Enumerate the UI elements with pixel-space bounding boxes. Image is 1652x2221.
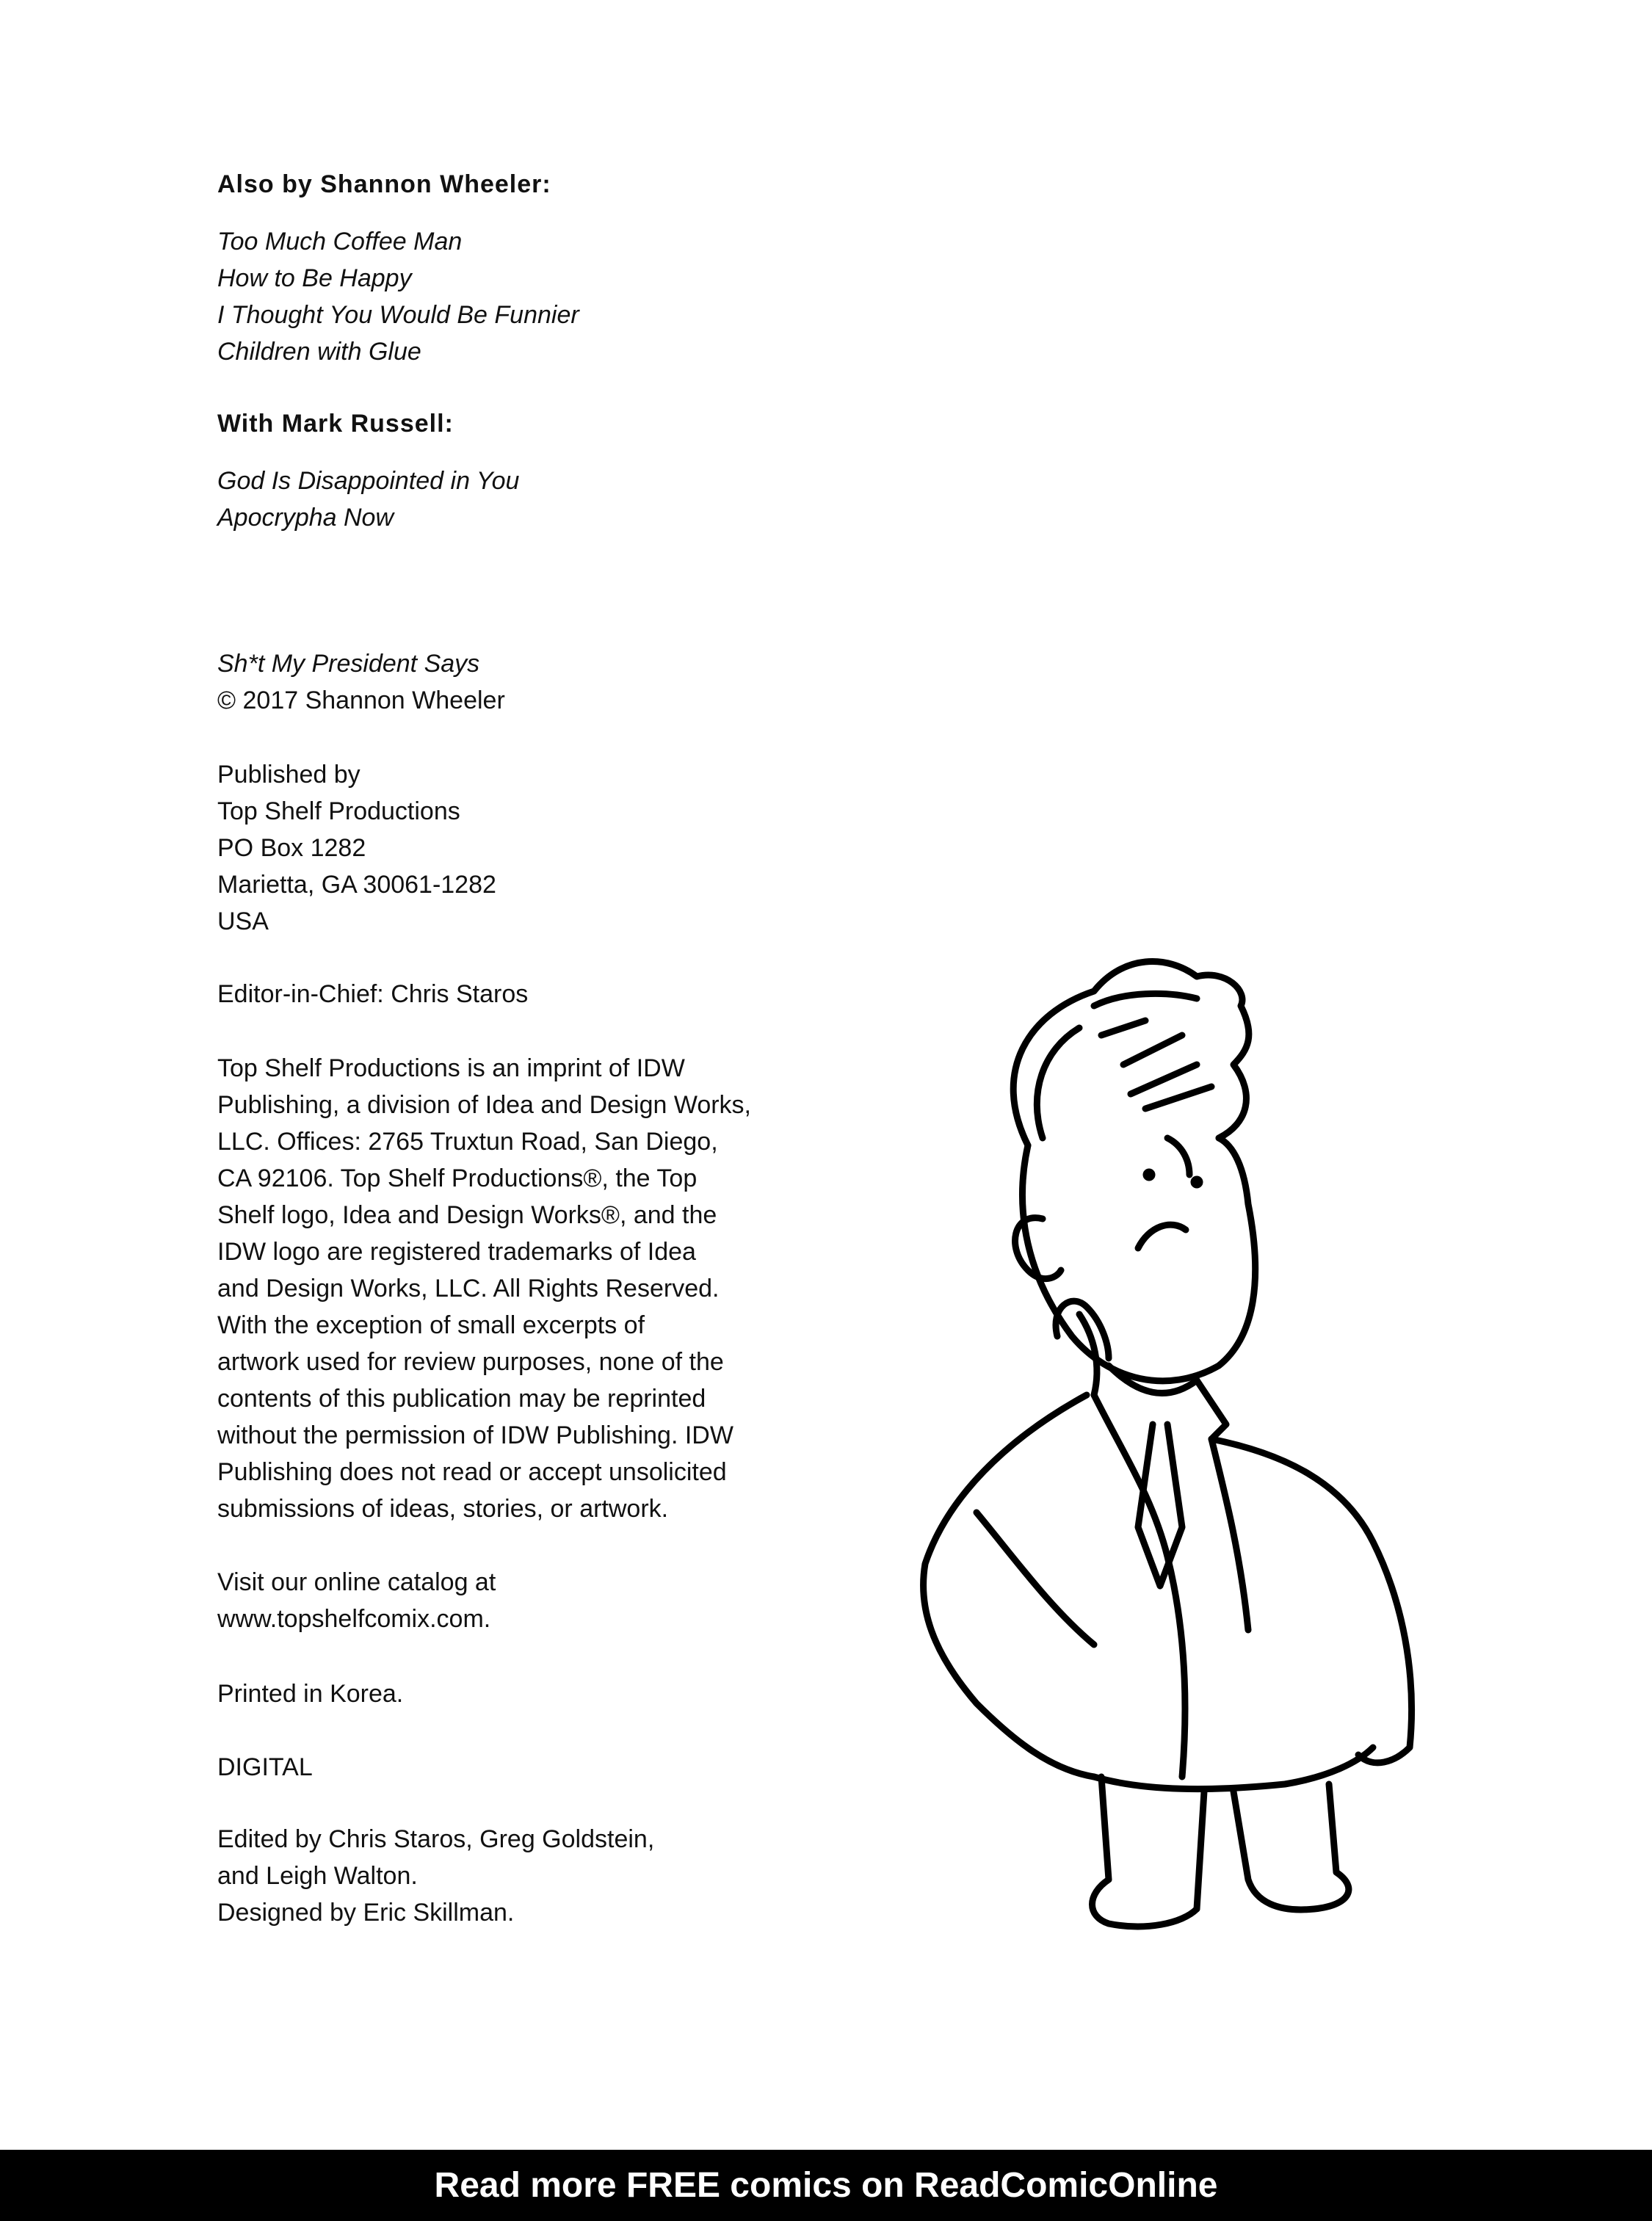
cartoon-man-thinking-icon: [903, 925, 1490, 1968]
copyright-line: © 2017 Shannon Wheeler: [217, 686, 505, 714]
legal-line: contents of this publication may be reprinted: [217, 1385, 706, 1413]
legal-line: and Design Works, LLC. All Rights Reserved.: [217, 1275, 720, 1302]
also-by-title: Too Much Coffee Man: [217, 228, 463, 256]
with-mark-title: Apocrypha Now: [217, 504, 394, 532]
credits-line: Edited by Chris Staros, Greg Goldstein,: [217, 1825, 655, 1853]
legal-line: Publishing, a division of Idea and Design Works,: [217, 1091, 751, 1119]
also-by-title: How to Be Happy: [217, 264, 412, 292]
credits-line: Designed by Eric Skillman.: [217, 1899, 515, 1927]
legal-line: LLC. Offices: 2765 Truxtun Road, San Diego,: [217, 1128, 718, 1156]
legal-line: artwork used for review purposes, none of the: [217, 1348, 724, 1376]
publisher-line: Published by: [217, 761, 361, 789]
catalog-block: [217, 1564, 878, 1637]
publisher-line: Marietta, GA 30061-1282: [217, 871, 496, 899]
catalog-line: Visit our online catalog at: [217, 1568, 496, 1596]
also-by-title: I Thought You Would Be Funnier: [217, 301, 579, 329]
book-title: Sh*t My President Says: [217, 650, 480, 678]
digital-label: DIGITAL: [217, 1753, 313, 1781]
legal-line: Publishing does not read or accept unsolicited: [217, 1458, 727, 1486]
legal-line: Shelf logo, Idea and Design Works®, and the: [217, 1201, 717, 1229]
credits-line: and Leigh Walton.: [217, 1862, 418, 1890]
legal-line: submissions of ideas, stories, or artwork.: [217, 1495, 669, 1523]
legal-line: CA 92106. Top Shelf Productions®, the Top: [217, 1164, 698, 1192]
also-by-heading: Also by Shannon Wheeler:: [217, 170, 551, 198]
legal-line: IDW logo are registered trademarks of Idea: [217, 1238, 696, 1266]
also-by-title: Children with Glue: [217, 338, 421, 366]
publisher-block: [217, 756, 878, 940]
credits-block: [217, 1821, 878, 1931]
editor-in-chief: Editor-in-Chief: Chris Staros: [217, 980, 529, 1008]
catalog-url: www.topshelfcomix.com.: [217, 1605, 491, 1633]
legal-line: With the exception of small excerpts of: [217, 1311, 645, 1339]
footer-banner[interactable]: [0, 2150, 1652, 2221]
printed-in: Printed in Korea.: [217, 1680, 404, 1708]
publisher-line: Top Shelf Productions: [217, 797, 460, 825]
footer-banner-text[interactable]: Read more FREE comics on ReadComicOnline: [434, 2166, 1218, 2205]
with-mark-title: God Is Disappointed in You: [217, 467, 520, 495]
legal-line: Top Shelf Productions is an imprint of IDW: [217, 1054, 685, 1082]
publisher-line: PO Box 1282: [217, 834, 366, 862]
with-mark-heading: With Mark Russell:: [217, 410, 454, 438]
legal-paragraph: [217, 1050, 878, 1527]
publisher-line: USA: [217, 907, 269, 935]
legal-line: without the permission of IDW Publishing. IDW: [217, 1421, 733, 1449]
